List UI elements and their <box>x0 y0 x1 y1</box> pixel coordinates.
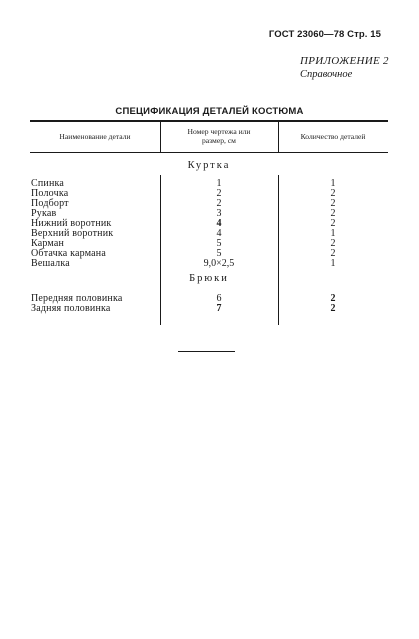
appendix-title: ПРИЛОЖЕНИЕ 2 <box>300 55 389 67</box>
part-name: Рукав <box>31 208 57 219</box>
table-row <box>30 259 388 269</box>
part-qty: 2 <box>330 293 336 304</box>
drawing-number: 5 <box>216 248 222 259</box>
appendix-subtitle: Справочное <box>300 69 353 80</box>
part-qty: 2 <box>330 188 336 199</box>
part-name: Передняя половинка <box>31 293 123 304</box>
part-qty: 2 <box>330 303 336 314</box>
drawing-number: 2 <box>216 188 222 199</box>
drawing-number: 4 <box>216 218 222 229</box>
table-header-rule <box>30 152 388 153</box>
drawing-number: 7 <box>216 303 222 314</box>
column-divider-1 <box>160 120 161 152</box>
column-header-name: Наименование детали <box>59 132 131 141</box>
part-name: Карман <box>31 238 65 249</box>
drawing-number: 1 <box>216 178 222 189</box>
part-name: Спинка <box>31 178 65 189</box>
part-qty: 1 <box>330 258 336 269</box>
column-header-qty: Количество деталей <box>300 132 366 141</box>
table-title: СПЕЦИФИКАЦИЯ ДЕТАЛЕЙ КОСТЮМА <box>115 106 304 117</box>
part-qty: 2 <box>330 218 336 229</box>
drawing-number: 4 <box>216 228 222 239</box>
part-name: Полочка <box>31 188 69 199</box>
part-name: Подборт <box>31 198 69 209</box>
part-qty: 2 <box>330 208 336 219</box>
part-qty: 1 <box>330 178 336 189</box>
part-name: Обтачка кармана <box>31 248 106 259</box>
part-name: Верхний воротник <box>31 228 114 239</box>
part-qty: 2 <box>330 238 336 249</box>
drawing-number: 6 <box>216 293 222 304</box>
spec-table <box>30 120 388 325</box>
drawing-number: 3 <box>216 208 222 219</box>
column-header-drawing: Номер чертежа или размер, см <box>187 127 251 145</box>
part-name: Задняя половинка <box>31 303 111 314</box>
part-name: Вешалка <box>31 258 70 269</box>
part-qty: 2 <box>330 248 336 259</box>
drawing-number: 5 <box>216 238 222 249</box>
end-rule <box>178 351 235 352</box>
part-qty: 1 <box>330 228 336 239</box>
table-row <box>30 304 388 314</box>
appendix-label <box>300 55 389 81</box>
drawing-number: 9,0×2,5 <box>203 258 235 269</box>
standard-header: ГОСТ 23060—78 Стр. 15 <box>268 29 381 40</box>
drawing-number: 2 <box>216 198 222 209</box>
table-top-rule <box>30 120 388 122</box>
section-title-trousers: Брюки <box>189 273 229 284</box>
part-name: Нижний воротник <box>31 218 112 229</box>
part-qty: 2 <box>330 198 336 209</box>
section-title-jacket: Куртка <box>187 160 231 171</box>
